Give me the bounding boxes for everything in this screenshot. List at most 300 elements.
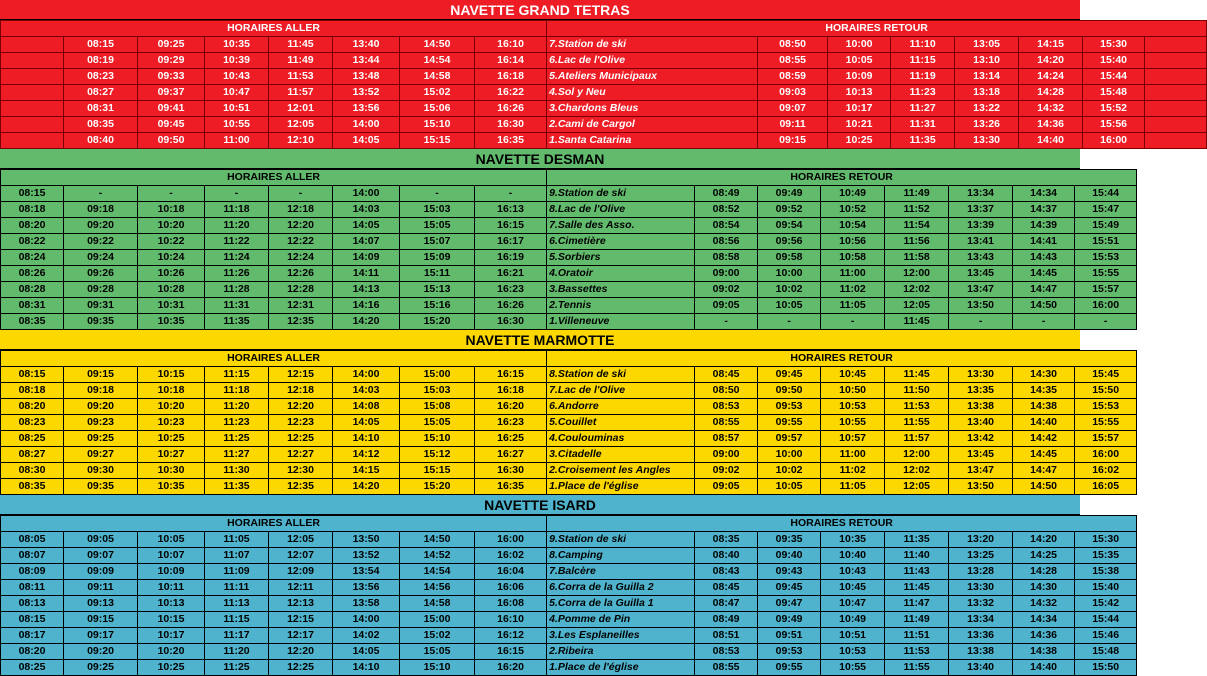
- retour-time: 10:47: [821, 596, 885, 612]
- stop-name: 6.Corra de la Guilla 2: [547, 580, 695, 596]
- aller-time: 14:54: [400, 53, 475, 69]
- stop-name: 1.Place de l'église: [547, 479, 695, 495]
- aller-time: 09:25: [64, 660, 138, 676]
- aller-time: 12:20: [269, 399, 333, 415]
- retour-time: 08:53: [695, 399, 758, 415]
- table-row: [1, 133, 1207, 149]
- stop-name: 8.Station de ski: [547, 367, 695, 383]
- table-row: [1, 612, 1199, 628]
- retour-time: 15:57: [1075, 431, 1137, 447]
- aller-time: 15:00: [400, 367, 475, 383]
- retour-time: 14:32: [1013, 596, 1075, 612]
- aller-time: 15:20: [400, 479, 475, 495]
- retour-time: -: [758, 314, 821, 330]
- aller-time: 12:35: [269, 479, 333, 495]
- aller-time: 16:30: [475, 314, 547, 330]
- retour-time: 11:00: [821, 447, 885, 463]
- aller-time: 08:20: [1, 644, 64, 660]
- aller-time: 09:45: [138, 117, 205, 133]
- retour-time: 08:43: [695, 564, 758, 580]
- retour-time: 13:37: [949, 202, 1013, 218]
- retour-time: 10:21: [828, 117, 891, 133]
- retour-time: 13:32: [949, 596, 1013, 612]
- schedule-table: [0, 169, 1199, 330]
- retour-time: 13:50: [949, 479, 1013, 495]
- retour-time: 13:39: [949, 218, 1013, 234]
- aller-time: 12:01: [269, 101, 333, 117]
- aller-time: 10:15: [138, 612, 205, 628]
- aller-time: 15:03: [400, 202, 475, 218]
- aller-time: 16:17: [475, 234, 547, 250]
- retour-time: 09:45: [758, 367, 821, 383]
- aller-time: 15:05: [400, 644, 475, 660]
- retour-time: 10:50: [821, 383, 885, 399]
- retour-time: 16:00: [1083, 133, 1145, 149]
- aller-time: -: [269, 186, 333, 202]
- retour-time: 11:31: [891, 117, 955, 133]
- aller-time: 10:30: [138, 463, 205, 479]
- retour-time: 16:00: [1075, 447, 1137, 463]
- table-row: [1, 644, 1199, 660]
- retour-time: 15:48: [1083, 85, 1145, 101]
- stop-name: 4.Pomme de Pin: [547, 612, 695, 628]
- retour-time: 15:35: [1075, 548, 1137, 564]
- aller-time: 09:28: [64, 282, 138, 298]
- retour-time: 09:52: [758, 202, 821, 218]
- aller-time: 12:22: [269, 234, 333, 250]
- retour-time: 15:44: [1075, 186, 1137, 202]
- retour-time: 11:55: [885, 660, 949, 676]
- aller-time: 08:31: [1, 298, 64, 314]
- stop-name: 3.Bassettes: [547, 282, 695, 298]
- aller-time: 11:20: [205, 399, 269, 415]
- retour-time: 08:58: [695, 250, 758, 266]
- aller-time: 14:52: [400, 548, 475, 564]
- empty-cell: [1, 85, 64, 101]
- table-row: [1, 532, 1199, 548]
- stop-name: 2.Cami de Cargol: [547, 117, 758, 133]
- empty-cell: [1, 117, 64, 133]
- retour-time: 11:49: [885, 612, 949, 628]
- aller-time: 15:15: [400, 133, 475, 149]
- aller-time: 12:30: [269, 463, 333, 479]
- retour-time: -: [695, 314, 758, 330]
- aller-time: 15:11: [400, 266, 475, 282]
- aller-time: 12:07: [269, 548, 333, 564]
- aller-time: 15:10: [400, 660, 475, 676]
- retour-time: 12:00: [885, 447, 949, 463]
- retour-time: 15:53: [1075, 250, 1137, 266]
- aller-time: 08:15: [1, 367, 64, 383]
- section-title: NAVETTE DESMAN: [0, 149, 1080, 169]
- retour-time: 09:45: [758, 580, 821, 596]
- retour-time: 15:52: [1083, 101, 1145, 117]
- retour-time: 14:28: [1019, 85, 1083, 101]
- retour-time: 08:45: [695, 367, 758, 383]
- retour-time: 10:02: [758, 282, 821, 298]
- retour-time: 09:03: [758, 85, 828, 101]
- aller-time: 15:16: [400, 298, 475, 314]
- table-row: [1, 447, 1199, 463]
- retour-time: 14:36: [1019, 117, 1083, 133]
- header-aller: HORAIRES ALLER: [1, 516, 547, 532]
- aller-time: 12:26: [269, 266, 333, 282]
- aller-time: 08:30: [1, 463, 64, 479]
- retour-time: 14:40: [1013, 660, 1075, 676]
- aller-time: 12:18: [269, 383, 333, 399]
- empty-cell: [1145, 117, 1207, 133]
- aller-time: 11:25: [205, 431, 269, 447]
- retour-time: 14:50: [1013, 479, 1075, 495]
- aller-time: 08:15: [1, 186, 64, 202]
- retour-time: 10:00: [828, 37, 891, 53]
- retour-time: 10:52: [821, 202, 885, 218]
- aller-time: 12:35: [269, 314, 333, 330]
- stop-name: 6.Cimetière: [547, 234, 695, 250]
- section-title: NAVETTE ISARD: [0, 495, 1080, 515]
- retour-time: 11:43: [885, 564, 949, 580]
- aller-time: 11:27: [205, 447, 269, 463]
- aller-time: 09:35: [64, 314, 138, 330]
- retour-time: 08:49: [695, 612, 758, 628]
- retour-time: 10:13: [828, 85, 891, 101]
- empty-cell: [1145, 101, 1207, 117]
- retour-time: 11:05: [821, 298, 885, 314]
- aller-time: 16:18: [475, 69, 547, 85]
- aller-time: 15:00: [400, 612, 475, 628]
- aller-time: 15:08: [400, 399, 475, 415]
- aller-time: 09:31: [64, 298, 138, 314]
- retour-time: 08:51: [695, 628, 758, 644]
- aller-time: 11:35: [205, 479, 269, 495]
- table-row: [1, 580, 1199, 596]
- table-row: [1, 266, 1199, 282]
- retour-time: 14:20: [1013, 532, 1075, 548]
- retour-time: 08:53: [695, 644, 758, 660]
- table-row: [1, 463, 1199, 479]
- retour-time: 10:35: [821, 532, 885, 548]
- table-row: [1, 314, 1199, 330]
- retour-time: 10:43: [821, 564, 885, 580]
- empty-cell: [1, 53, 64, 69]
- retour-time: 13:38: [949, 644, 1013, 660]
- retour-time: 12:00: [885, 266, 949, 282]
- retour-time: 11:45: [885, 367, 949, 383]
- retour-time: 14:15: [1019, 37, 1083, 53]
- retour-time: 11:05: [821, 479, 885, 495]
- retour-time: 10:00: [758, 266, 821, 282]
- retour-time: 13:50: [949, 298, 1013, 314]
- retour-time: 15:45: [1075, 367, 1137, 383]
- header-row: [1, 21, 1207, 37]
- retour-time: 09:00: [695, 447, 758, 463]
- empty-cell: [1145, 37, 1207, 53]
- empty-cell: [1145, 85, 1207, 101]
- aller-time: 13:54: [333, 564, 400, 580]
- retour-time: 09:11: [758, 117, 828, 133]
- retour-time: 14:25: [1013, 548, 1075, 564]
- retour-time: 09:55: [758, 415, 821, 431]
- aller-time: 11:15: [205, 612, 269, 628]
- aller-time: 14:58: [400, 69, 475, 85]
- empty-cell: [1, 69, 64, 85]
- retour-time: 08:45: [695, 580, 758, 596]
- retour-time: -: [1075, 314, 1137, 330]
- aller-time: 09:15: [64, 367, 138, 383]
- retour-time: 15:40: [1075, 580, 1137, 596]
- retour-time: 15:30: [1083, 37, 1145, 53]
- table-row: [1, 298, 1199, 314]
- retour-time: 09:56: [758, 234, 821, 250]
- retour-time: 13:40: [949, 415, 1013, 431]
- aller-time: 11:05: [205, 532, 269, 548]
- aller-time: 15:15: [400, 463, 475, 479]
- stop-name: 3.Citadelle: [547, 447, 695, 463]
- retour-time: 15:57: [1075, 282, 1137, 298]
- retour-time: 14:45: [1013, 266, 1075, 282]
- header-row: [1, 351, 1199, 367]
- retour-time: 15:50: [1075, 383, 1137, 399]
- retour-time: 15:55: [1075, 415, 1137, 431]
- aller-time: 08:35: [64, 117, 138, 133]
- aller-time: 11:22: [205, 234, 269, 250]
- aller-time: 08:27: [1, 447, 64, 463]
- retour-time: 09:57: [758, 431, 821, 447]
- aller-time: 10:35: [138, 314, 205, 330]
- retour-time: 11:45: [885, 580, 949, 596]
- retour-time: 13:38: [949, 399, 1013, 415]
- stop-name: 7.Salle des Asso.: [547, 218, 695, 234]
- section-title: NAVETTE MARMOTTE: [0, 330, 1080, 350]
- aller-time: 11:53: [269, 69, 333, 85]
- retour-time: 10:02: [758, 463, 821, 479]
- aller-time: 16:19: [475, 250, 547, 266]
- stop-name: 2.Ribeira: [547, 644, 695, 660]
- stop-name: 2.Croisement les Angles: [547, 463, 695, 479]
- header-row: [1, 516, 1199, 532]
- retour-time: 14:41: [1013, 234, 1075, 250]
- aller-time: 13:48: [333, 69, 400, 85]
- retour-time: 08:40: [695, 548, 758, 564]
- retour-time: 11:57: [885, 431, 949, 447]
- retour-time: 13:18: [955, 85, 1019, 101]
- aller-time: 11:07: [205, 548, 269, 564]
- aller-time: 14:08: [333, 399, 400, 415]
- retour-time: 15:42: [1075, 596, 1137, 612]
- stop-name: 7.Balcère: [547, 564, 695, 580]
- retour-time: 13:40: [949, 660, 1013, 676]
- retour-time: 11:10: [891, 37, 955, 53]
- retour-time: 13:10: [955, 53, 1019, 69]
- retour-time: 11:47: [885, 596, 949, 612]
- retour-time: 14:30: [1013, 367, 1075, 383]
- aller-time: 14:03: [333, 383, 400, 399]
- aller-time: 16:15: [475, 644, 547, 660]
- aller-time: 15:20: [400, 314, 475, 330]
- aller-time: 09:23: [64, 415, 138, 431]
- schedule-table: [0, 350, 1199, 495]
- retour-time: 08:54: [695, 218, 758, 234]
- table-row: [1, 383, 1199, 399]
- retour-time: 16:05: [1075, 479, 1137, 495]
- retour-time: 09:40: [758, 548, 821, 564]
- retour-time: 12:05: [885, 479, 949, 495]
- header-retour: HORAIRES RETOUR: [547, 170, 1137, 186]
- aller-time: 14:58: [400, 596, 475, 612]
- retour-time: 13:22: [955, 101, 1019, 117]
- table-row: [1, 117, 1207, 133]
- retour-time: 13:47: [949, 282, 1013, 298]
- retour-time: 09:07: [758, 101, 828, 117]
- retour-time: 14:20: [1019, 53, 1083, 69]
- aller-time: 16:14: [475, 53, 547, 69]
- retour-time: 08:55: [695, 660, 758, 676]
- aller-time: 08:25: [1, 660, 64, 676]
- retour-time: 10:49: [821, 186, 885, 202]
- retour-time: 14:45: [1013, 447, 1075, 463]
- retour-time: 11:02: [821, 463, 885, 479]
- retour-time: 09:58: [758, 250, 821, 266]
- aller-time: 14:16: [333, 298, 400, 314]
- retour-time: 12:02: [885, 282, 949, 298]
- retour-time: 13:47: [949, 463, 1013, 479]
- aller-time: 10:23: [138, 415, 205, 431]
- retour-time: 09:43: [758, 564, 821, 580]
- aller-time: 09:50: [138, 133, 205, 149]
- retour-time: 13:30: [955, 133, 1019, 149]
- aller-time: 08:20: [1, 399, 64, 415]
- aller-time: 09:26: [64, 266, 138, 282]
- stop-name: 5.Corra de la Guilla 1: [547, 596, 695, 612]
- aller-time: 16:20: [475, 399, 547, 415]
- aller-time: 11:20: [205, 644, 269, 660]
- table-row: [1, 596, 1199, 612]
- aller-time: 16:35: [475, 479, 547, 495]
- aller-time: 12:15: [269, 367, 333, 383]
- aller-time: 15:06: [400, 101, 475, 117]
- aller-time: 08:40: [64, 133, 138, 149]
- retour-time: 09:49: [758, 186, 821, 202]
- aller-time: 08:35: [1, 314, 64, 330]
- aller-time: 09:22: [64, 234, 138, 250]
- aller-time: 09:13: [64, 596, 138, 612]
- aller-time: 15:12: [400, 447, 475, 463]
- retour-time: 11:27: [891, 101, 955, 117]
- stop-name: 4.Sol y Neu: [547, 85, 758, 101]
- table-row: [1, 202, 1199, 218]
- retour-time: 11:35: [885, 532, 949, 548]
- aller-time: 13:52: [333, 548, 400, 564]
- retour-time: 09:49: [758, 612, 821, 628]
- aller-time: 09:15: [64, 612, 138, 628]
- aller-time: 08:15: [64, 37, 138, 53]
- retour-time: 09:02: [695, 282, 758, 298]
- stop-name: 3.Les Esplaneilles: [547, 628, 695, 644]
- aller-time: 14:00: [333, 186, 400, 202]
- retour-time: -: [1013, 314, 1075, 330]
- aller-time: 10:39: [205, 53, 269, 69]
- retour-time: 11:45: [885, 314, 949, 330]
- retour-time: 09:00: [695, 266, 758, 282]
- retour-time: 11:35: [891, 133, 955, 149]
- aller-time: 16:08: [475, 596, 547, 612]
- retour-time: 14:39: [1013, 218, 1075, 234]
- aller-time: 12:24: [269, 250, 333, 266]
- aller-time: 11:31: [205, 298, 269, 314]
- aller-time: 09:18: [64, 383, 138, 399]
- retour-time: 14:30: [1013, 580, 1075, 596]
- retour-time: 14:37: [1013, 202, 1075, 218]
- retour-time: 14:34: [1013, 186, 1075, 202]
- aller-time: 11:15: [205, 367, 269, 383]
- aller-time: 16:23: [475, 415, 547, 431]
- header-retour: HORAIRES RETOUR: [547, 21, 1207, 37]
- aller-time: 10:05: [138, 532, 205, 548]
- retour-time: 12:02: [885, 463, 949, 479]
- retour-time: 14:43: [1013, 250, 1075, 266]
- aller-time: 12:31: [269, 298, 333, 314]
- aller-time: 09:35: [64, 479, 138, 495]
- aller-time: 08:28: [1, 282, 64, 298]
- retour-time: 10:45: [821, 367, 885, 383]
- aller-time: 16:35: [475, 133, 547, 149]
- aller-time: 09:18: [64, 202, 138, 218]
- aller-time: 09:41: [138, 101, 205, 117]
- retour-time: 10:05: [758, 298, 821, 314]
- aller-time: 16:02: [475, 548, 547, 564]
- aller-time: 08:27: [64, 85, 138, 101]
- aller-time: 11:09: [205, 564, 269, 580]
- aller-time: 10:26: [138, 266, 205, 282]
- retour-time: 13:30: [949, 580, 1013, 596]
- aller-time: 16:10: [475, 37, 547, 53]
- aller-time: 10:35: [138, 479, 205, 495]
- aller-time: 14:20: [333, 479, 400, 495]
- retour-time: 09:05: [695, 298, 758, 314]
- aller-time: 15:03: [400, 383, 475, 399]
- aller-time: 08:24: [1, 250, 64, 266]
- aller-time: 08:05: [1, 532, 64, 548]
- aller-time: 16:25: [475, 431, 547, 447]
- retour-time: 08:56: [695, 234, 758, 250]
- retour-time: 08:50: [695, 383, 758, 399]
- table-row: [1, 53, 1207, 69]
- aller-time: 10:13: [138, 596, 205, 612]
- table-row: [1, 660, 1199, 676]
- retour-time: 11:53: [885, 644, 949, 660]
- stop-name: 4.Oratoir: [547, 266, 695, 282]
- retour-time: 08:55: [758, 53, 828, 69]
- aller-time: 08:25: [1, 431, 64, 447]
- aller-time: 13:40: [333, 37, 400, 53]
- empty-cell: [1, 37, 64, 53]
- header-aller: HORAIRES ALLER: [1, 170, 547, 186]
- aller-time: 12:05: [269, 117, 333, 133]
- table-row: [1, 628, 1199, 644]
- retour-time: -: [821, 314, 885, 330]
- retour-time: 13:14: [955, 69, 1019, 85]
- table-row: [1, 85, 1207, 101]
- retour-time: 13:34: [949, 612, 1013, 628]
- retour-time: 14:40: [1019, 133, 1083, 149]
- retour-time: 10:53: [821, 644, 885, 660]
- aller-time: 16:06: [475, 580, 547, 596]
- aller-time: 11:20: [205, 218, 269, 234]
- table-row: [1, 431, 1199, 447]
- stop-name: 9.Station de ski: [547, 532, 695, 548]
- retour-time: 13:43: [949, 250, 1013, 266]
- retour-time: 08:49: [695, 186, 758, 202]
